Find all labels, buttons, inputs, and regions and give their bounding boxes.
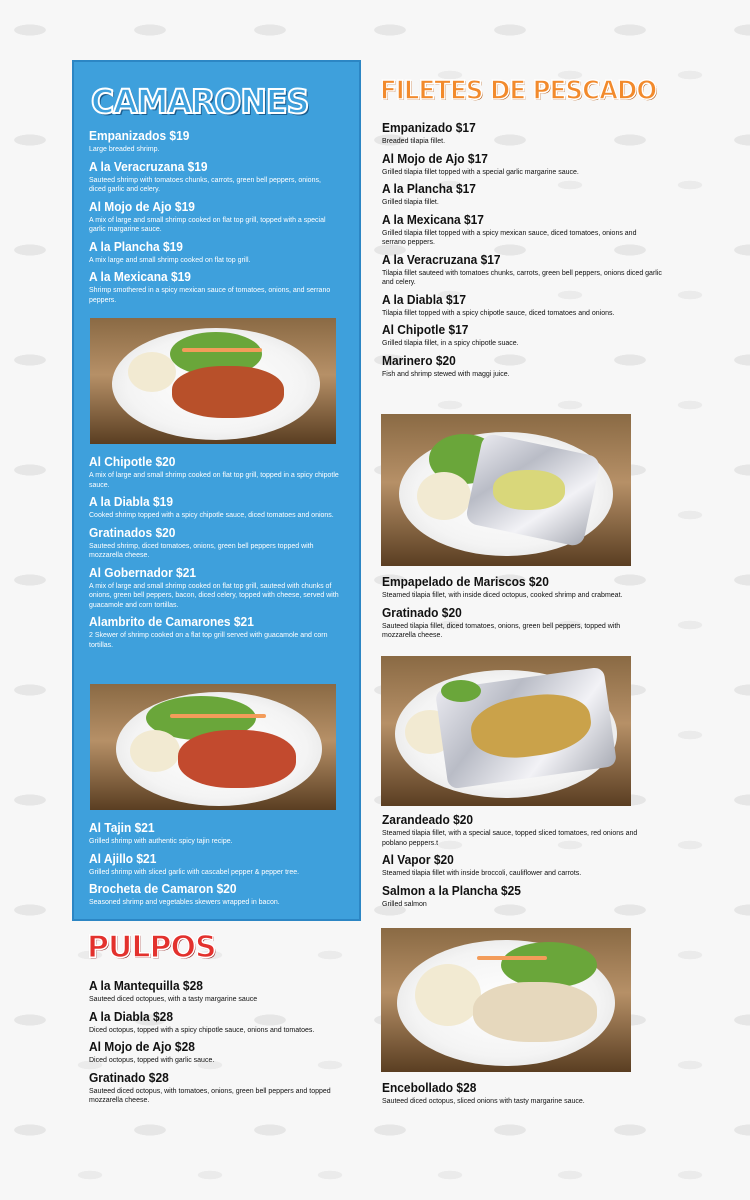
item-desc: Grilled salmon (382, 900, 427, 908)
item-desc: Tilapia fillet sauteed with tomatoes chunks, carrots, green bell peppers, onions diced garlic and celery. (382, 269, 662, 286)
item-desc: Grilled tilapia fillet topped with a spicy mexican sauce, diced tomatoes, onions and serrano peppers. (382, 229, 637, 246)
menu-item (382, 883, 652, 910)
item-name: Al Mojo de Ajo $17 (382, 150, 488, 166)
item-name: Empanizados $19 (89, 128, 190, 143)
item-desc: Steamed tilapia fillet with inside broccoli, cauliflower and carrots. (382, 870, 582, 877)
item-desc: Sauteed diced octopus, sliced onions with tasty margarine sauce. (382, 1098, 585, 1105)
menu-item (382, 212, 662, 248)
menu-item (89, 239, 339, 266)
item-name: Al Chipotle $20 (89, 454, 176, 469)
menu-item (382, 151, 662, 178)
item-desc: Grilled tilapia fillet topped with a special garlic margarine sauce. (382, 168, 579, 176)
zarandeado-photo (381, 656, 631, 806)
menu-item (89, 851, 341, 878)
menu-item (89, 565, 341, 611)
menu-item (89, 1039, 364, 1066)
item-name: A la Diabla $28 (89, 1008, 173, 1024)
menu-item (382, 292, 662, 319)
shrimp-plate-photo (90, 318, 336, 444)
item-desc: Sauteed tilapia fillet, diced tomatoes, onions, green bell peppers, topped with mozzarella cheese. (382, 622, 621, 639)
camarones-title: CAMARONES (91, 82, 309, 121)
filetes-list-4 (382, 1080, 652, 1111)
item-name: Al Mojo de Ajo $28 (89, 1039, 195, 1054)
shrimp-diabla-photo (90, 684, 336, 810)
item-name: Encebollado $28 (382, 1080, 477, 1095)
item-name: Alambrito de Camarones $21 (89, 614, 254, 629)
item-name: Empapelado de Mariscos $20 (382, 574, 549, 589)
item-desc: Seasoned shrimp and vegetables skewers wrapped in bacon. (89, 899, 280, 906)
menu-item (89, 269, 339, 305)
pulpos-list (89, 978, 364, 1110)
item-desc: Sauteed diced octopues, with a tasty margarine sauce (89, 996, 258, 1003)
item-name: Gratinado $28 (89, 1069, 169, 1085)
item-name: A la Mexicana $17 (382, 211, 484, 227)
item-name: Al Mojo de Ajo $19 (89, 198, 195, 214)
item-name: Marinero $20 (382, 352, 456, 368)
item-desc: Breaded tilapia fillet. (382, 138, 446, 145)
item-name: Empanizado $17 (382, 120, 476, 135)
menu-item (89, 454, 341, 490)
menu-item (382, 252, 662, 288)
item-desc: Diced octopus, topped with garlic sauce. (89, 1057, 215, 1064)
menu-item (89, 159, 339, 195)
item-desc: A mix of large and small shrimp cooked on flat top grill, topped in a spicy chipotle sauce. (89, 472, 339, 489)
item-desc: Sauteed shrimp, diced tomatoes, onions, green bell peppers topped with mozzarella cheese. (89, 542, 314, 559)
item-desc: Sauteed diced octopus, with tomatoes, onions, green bell peppers and topped mozzarella cheese. (89, 1087, 331, 1104)
item-name: Al Vapor $20 (382, 852, 454, 867)
menu-item (89, 525, 341, 561)
item-desc: A mix large and small shrimp cooked on flat top grill. (89, 256, 251, 264)
item-desc: Grilled shrimp with authentic spicy tajin recipe. (89, 838, 233, 845)
item-name: A la Diabla $19 (89, 494, 173, 509)
item-desc: Grilled shrimp with sliced garlic with cascabel pepper & pepper tree. (89, 868, 300, 876)
filetes-list-1 (382, 120, 662, 383)
item-desc: Steamed tilapia fillet, with inside diced octopus, cooked shrimp and crabmeat. (382, 592, 623, 599)
camarones-list-2 (89, 454, 341, 654)
item-name: Al Tajin $21 (89, 820, 155, 835)
menu-item (382, 322, 662, 349)
menu-item (89, 1070, 364, 1106)
item-desc: A mix of large and small shrimp cooked on flat top grill, sauteed with chunks of onions, green bell peppers, bacon, diced celery, topped with cheese, served with guacamole and corn tortillas. (89, 582, 339, 609)
menu-item (89, 128, 339, 155)
menu-item (382, 1080, 652, 1107)
item-desc: Fish and shrimp stewed with maggi juice. (382, 370, 510, 378)
item-desc: Tilapia fillet topped with a spicy chipotle sauce, diced tomatoes and onions. (382, 309, 615, 317)
item-desc: Grilled tilapia fillet. (382, 199, 439, 206)
menu-item (382, 353, 662, 380)
menu-item (89, 494, 341, 521)
filetes-list-2 (382, 574, 652, 645)
item-name: Al Ajillo $21 (89, 850, 157, 866)
item-desc: Diced octopus, topped with a spicy chipotle sauce, onions and tomatoes. (89, 1026, 315, 1034)
item-name: Al Chipotle $17 (382, 322, 469, 337)
item-desc: 2 Skewer of shrimp cooked on a flat top grill served with guacamole and corn tortillas. (89, 632, 328, 649)
item-desc: Shrimp smothered in a spicy mexican sauce of tomatoes, onions, and serrano peppers. (89, 287, 331, 304)
filetes-title: FILETES DE PESCADO (380, 76, 657, 106)
empapelado-photo (381, 414, 631, 566)
menu-item (382, 852, 652, 879)
item-name: A la Plancha $17 (382, 181, 476, 196)
menu-item (89, 1009, 364, 1036)
item-desc: Sauteed shrimp with tomatoes chunks, carrots, green bell peppers, onions, diced garlic and celery. (89, 176, 321, 193)
item-name: Zarandeado $20 (382, 812, 474, 827)
item-desc: Steamed tilapia fillet, with a special sauce, topped sliced tomatoes, red onions and poblano peppers.t (382, 830, 638, 847)
menu-item (382, 574, 652, 601)
menu-item (89, 820, 341, 847)
item-desc: Grilled tilapia fillet, in a spicy chipotle suace. (382, 340, 519, 347)
item-name: A la Mantequilla $28 (89, 978, 203, 993)
filetes-list-3 (382, 812, 652, 913)
item-name: A la Plancha $19 (89, 238, 183, 254)
item-name: Gratinados $20 (89, 524, 176, 540)
item-desc: A mix of large and small shrimp cooked on flat top grill, topped with a special garlic margarine sauce. (89, 216, 326, 233)
item-name: A la Mexicana $19 (89, 269, 191, 284)
menu-item (382, 120, 662, 147)
menu-item (382, 605, 652, 641)
item-name: A la Veracruzana $17 (382, 251, 501, 267)
menu-item (89, 614, 341, 650)
item-name: Salmon a la Plancha $25 (382, 882, 521, 898)
menu-item (89, 978, 364, 1005)
menu-item (89, 881, 341, 908)
menu-item (382, 812, 652, 848)
item-name: Gratinado $20 (382, 604, 462, 620)
camarones-list-1 (89, 128, 339, 309)
item-desc: Large breaded shrimp. (89, 146, 160, 153)
item-name: A la Veracruzana $19 (89, 158, 208, 174)
encebollado-photo (381, 928, 631, 1072)
camarones-list-3 (89, 820, 341, 912)
item-name: Al Gobernador $21 (89, 564, 197, 580)
item-desc: Cooked shrimp topped with a spicy chipotle sauce, diced tomatoes and onions. (89, 512, 334, 519)
item-name: A la Diabla $17 (382, 291, 466, 307)
item-name: Brocheta de Camaron $20 (89, 881, 237, 896)
pulpos-title: PULPOS (87, 930, 216, 965)
menu-item (382, 181, 662, 208)
menu-item (89, 199, 339, 235)
